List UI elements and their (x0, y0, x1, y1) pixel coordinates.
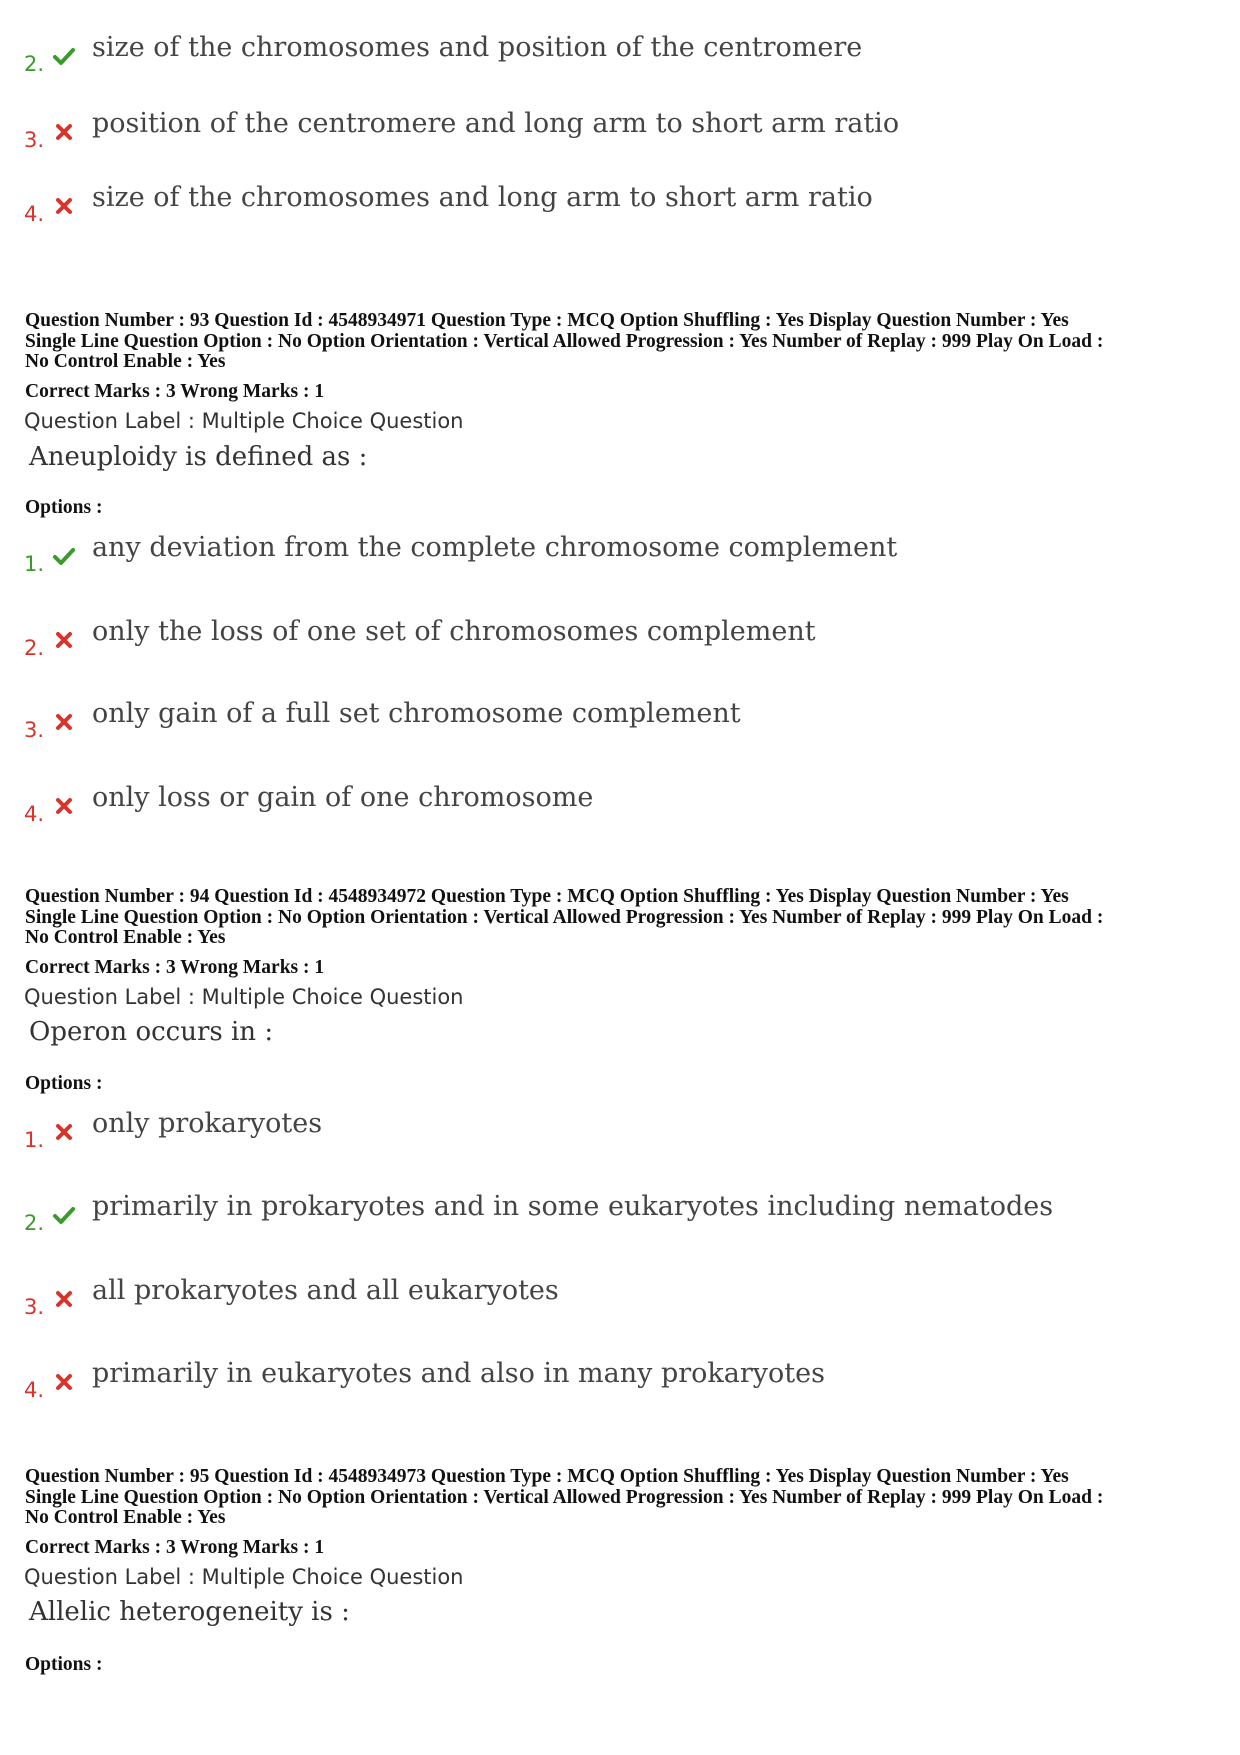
question-label: Question Label : Multiple Choice Question (24, 1565, 464, 1589)
meta-line: Single Line Question Option : No Option Orientation : Vertical Allowed Progression : Yes Number of Replay : 999 Play On Load : (25, 1486, 1104, 1508)
option-row (24, 32, 1124, 78)
option-text: size of the chromosomes and position of the centromere (92, 32, 863, 63)
option-number: 4. (24, 1378, 45, 1402)
meta-line: Single Line Question Option : No Option Orientation : Vertical Allowed Progression : Yes Number of Replay : 999 Play On Load : (25, 330, 1104, 352)
option-text: only gain of a full set chromosome complement (92, 698, 741, 729)
cross-icon (52, 628, 76, 652)
option-row (24, 1108, 1124, 1154)
option-number: 1. (24, 552, 45, 576)
question-meta (25, 311, 1225, 373)
option-row (24, 1358, 1124, 1404)
check-icon (52, 544, 76, 568)
cross-icon (52, 1287, 76, 1311)
meta-line: Question Number : 93 Question Id : 4548934971 Question Type : MCQ Option Shuffling : Yes Display Question Number : Yes (25, 310, 1069, 331)
option-text: only prokaryotes (92, 1108, 323, 1139)
option-text: size of the chromosomes and long arm to short arm ratio (92, 182, 873, 213)
option-row (24, 532, 1124, 578)
option-number: 4. (24, 802, 45, 826)
options-label: Options : (25, 497, 103, 518)
option-text: only loss or gain of one chromosome (92, 782, 594, 813)
meta-line: Single Line Question Option : No Option Orientation : Vertical Allowed Progression : Yes Number of Replay : 999 Play On Load : (25, 906, 1104, 928)
question-meta (25, 887, 1225, 949)
option-text: primarily in eukaryotes and also in many prokaryotes (92, 1358, 825, 1389)
cross-icon (52, 1120, 76, 1144)
option-number: 2. (24, 52, 45, 76)
meta-line: No Control Enable : Yes (25, 351, 226, 372)
option-text: only the loss of one set of chromosomes complement (92, 616, 816, 647)
question-text: Operon occurs in : (29, 1017, 274, 1047)
option-text: position of the centromere and long arm to short arm ratio (92, 108, 900, 139)
option-row (24, 108, 1124, 154)
option-row (24, 182, 1124, 228)
cross-icon (52, 120, 76, 144)
question-marks: Correct Marks : 3 Wrong Marks : 1 (25, 957, 325, 978)
option-number: 2. (24, 1211, 45, 1235)
meta-line: No Control Enable : Yes (25, 927, 226, 948)
question-text: Allelic heterogeneity is : (29, 1597, 350, 1627)
option-row (24, 698, 1124, 744)
question-text: Aneuploidy is defined as : (29, 442, 368, 472)
question-label: Question Label : Multiple Choice Question (24, 409, 464, 433)
check-icon (52, 44, 76, 68)
cross-icon (52, 194, 76, 218)
options-label: Options : (25, 1654, 103, 1675)
meta-line: Question Number : 94 Question Id : 4548934972 Question Type : MCQ Option Shuffling : Yes Display Question Number : Yes (25, 886, 1069, 907)
question-marks: Correct Marks : 3 Wrong Marks : 1 (25, 381, 325, 402)
option-number: 2. (24, 636, 45, 660)
options-label: Options : (25, 1073, 103, 1094)
meta-line: No Control Enable : Yes (25, 1507, 226, 1528)
meta-line: Question Number : 95 Question Id : 4548934973 Question Type : MCQ Option Shuffling : Yes Display Question Number : Yes (25, 1466, 1069, 1487)
option-text: all prokaryotes and all eukaryotes (92, 1275, 559, 1306)
option-text: primarily in prokaryotes and in some eukaryotes including nematodes (92, 1191, 1054, 1222)
question-label: Question Label : Multiple Choice Question (24, 985, 464, 1009)
option-number: 3. (24, 1295, 45, 1319)
option-number: 3. (24, 128, 45, 152)
cross-icon (52, 710, 76, 734)
option-row (24, 782, 1124, 828)
option-number: 4. (24, 202, 45, 226)
cross-icon (52, 794, 76, 818)
option-row (24, 1275, 1124, 1321)
check-icon (52, 1203, 76, 1227)
option-row (24, 616, 1124, 662)
option-text: any deviation from the complete chromosome complement (92, 532, 898, 563)
cross-icon (52, 1370, 76, 1394)
option-number: 3. (24, 718, 45, 742)
option-row (24, 1191, 1124, 1237)
option-number: 1. (24, 1128, 45, 1152)
question-marks: Correct Marks : 3 Wrong Marks : 1 (25, 1537, 325, 1558)
question-meta (25, 1467, 1225, 1529)
